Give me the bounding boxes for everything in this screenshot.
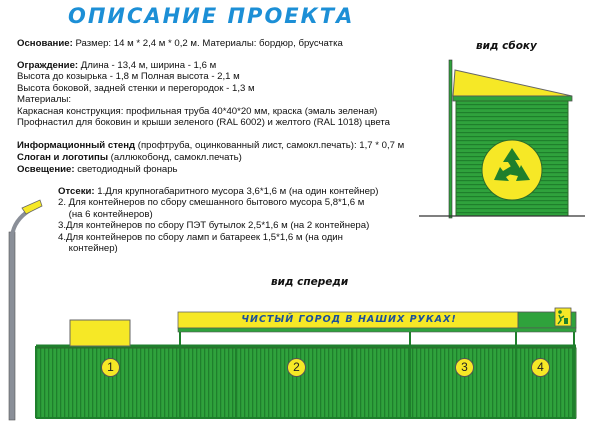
compartment-item: 4.Для контейнеров по сбору ламп и батареек 1,5*1,6 м (на один: [58, 231, 343, 243]
section-number-badge: 4: [531, 358, 550, 377]
lighting-text: светодиодный фонарь: [74, 164, 178, 175]
fence-line: Материалы:: [17, 94, 72, 106]
info-stand-label: Информационный стенд: [17, 140, 136, 151]
fence-line: Высота до козырька - 1,8 м Полная высота - 2,1 м: [17, 71, 240, 83]
info-stand-text: (профтруба, оцинкованный лист, самокл.печать): 1,7 * 0,7 м: [135, 140, 405, 151]
compartment-item: (на 6 контейнеров): [58, 208, 153, 220]
side-view-label: вид сбоку: [476, 40, 537, 52]
basis-text: Размер: 14 м * 2,4 м * 0,2 м. Материалы: бордюр, брусчатка: [72, 38, 343, 49]
side-view-drawing: [419, 60, 585, 218]
compartments-label: Отсеки:: [58, 186, 95, 197]
compartment-item: контейнер): [58, 243, 118, 255]
section-number-badge: 1: [101, 358, 120, 377]
page-title: ОПИСАНИЕ ПРОЕКТА: [68, 4, 355, 28]
fence-line: Профнастил для боковин и крыши зеленого (RAL 6002) и желтого (RAL 1018) цвета: [17, 117, 391, 129]
slogan-text: (аллюкобонд, самокл.печать): [108, 152, 242, 163]
section-number-badge: 3: [455, 358, 474, 377]
basis-label: Основание:: [17, 38, 73, 49]
front-view-label: вид спереди: [271, 276, 349, 288]
slogan-label: Слоган и логотипы: [17, 152, 109, 163]
lighting-label: Освещение:: [17, 164, 75, 175]
fence-line: Высота боковой, задней стенки и перегородок - 1,3 м: [17, 82, 255, 94]
compartment-item: 1.Для крупногабаритного мусора 3,6*1,6 м (на один контейнер): [94, 186, 379, 197]
recycle-icon: [482, 140, 542, 200]
slogan-banner: ЧИСТЫЙ ГОРОД В НАШИХ РУКАХ!: [241, 314, 457, 325]
trash-bin-icon: [555, 308, 571, 326]
compartment-item: 3.Для контейнеров по сбору ПЭТ бутылок 2,5*1,6 м (на 2 контейнера): [58, 220, 370, 232]
fence-label: Ограждение:: [17, 60, 79, 71]
section-number-badge: 2: [287, 358, 306, 377]
fence-line: Каркасная конструкция: профильная труба 40*40*20 мм, краска (эмаль зеленая): [17, 105, 378, 117]
fence-text: Длина - 13,4 м, ширина - 1,6 м: [78, 60, 217, 71]
compartment-item: 2. Для контейнеров по сбору смешанного бытового мусора 5,8*1,6 м: [58, 197, 365, 209]
